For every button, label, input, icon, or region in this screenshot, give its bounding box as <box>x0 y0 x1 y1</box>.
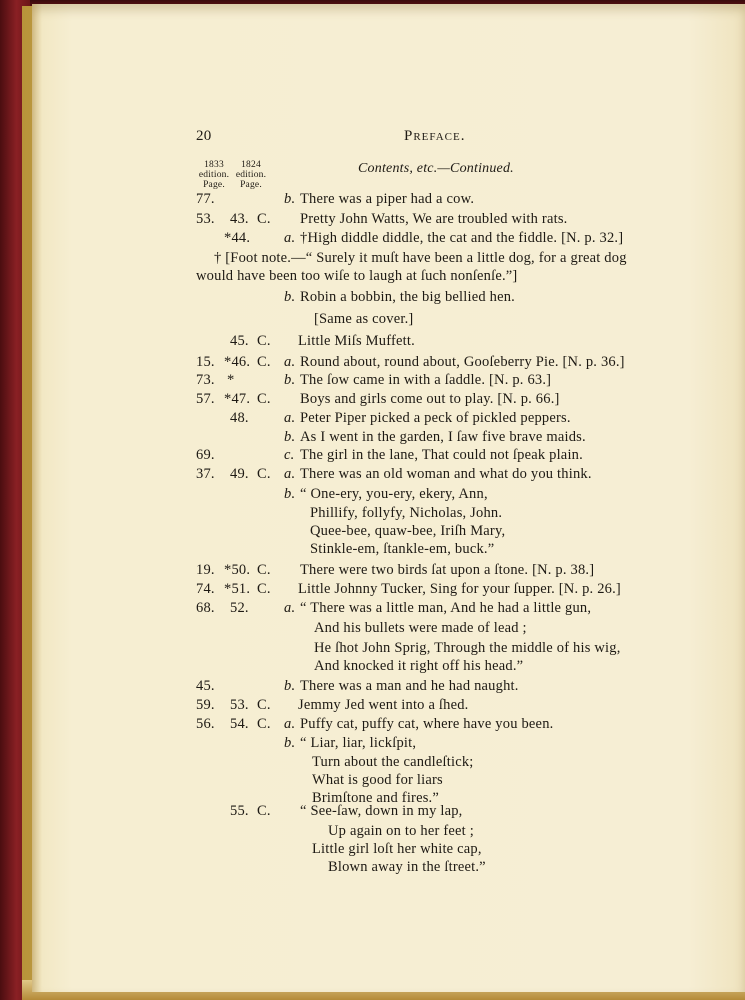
cover-mark: C. <box>257 697 271 713</box>
page-1824: *44. <box>224 230 251 246</box>
cover-mark: C. <box>257 391 271 407</box>
entry-text: †High diddle diddle, the cat and the fiddle. [N. p. 32.] <box>300 230 624 246</box>
entry-text: There was an old woman and what do you think. <box>300 466 592 482</box>
entry-text: Up again on to her feet ; <box>328 823 474 839</box>
page-1824: 48. <box>230 410 249 426</box>
entry-text: “ See-ſaw, down in my lap, <box>300 803 463 819</box>
section-title: Contents, etc.—Continued. <box>358 161 514 176</box>
column-head-1833: 1833 edition. Page. <box>198 160 230 190</box>
page-1824: 43. <box>230 211 249 227</box>
entry-text: Little Miſs Muffett. <box>298 333 415 349</box>
page-1824: *50. <box>224 562 251 578</box>
entry-text: Little Johnny Tucker, Sing for your ſupper. [N. p. 26.] <box>298 581 621 597</box>
variant-letter: b. <box>284 429 296 445</box>
page-1824: 52. <box>230 600 249 616</box>
entry-text: would have been too wiſe to laugh at ſuch nonſenſe.”] <box>196 268 518 284</box>
entry-text: Little girl loſt her white cap, <box>312 841 482 857</box>
entry-text: Quee-bee, quaw-bee, Iriſh Mary, <box>310 523 506 539</box>
cover-mark: C. <box>257 333 271 349</box>
page-1833: 77. <box>196 191 215 207</box>
page-1824: 49. <box>230 466 249 482</box>
entry-text: [Same as cover.] <box>314 311 414 327</box>
cover-mark: C. <box>257 466 271 482</box>
variant-letter: a. <box>284 466 296 482</box>
entry-text: What is good for liars <box>312 772 443 788</box>
entry-text: And knocked it right off his head.” <box>314 658 524 674</box>
entry-text: There was a man and he had naught. <box>300 678 519 694</box>
entry-text: There were two birds ſat upon a ſtone. [N. p. 38.] <box>300 562 595 578</box>
page-1833: 59. <box>196 697 215 713</box>
page-number: 20 <box>196 128 212 144</box>
page-1824: *51. <box>224 581 251 597</box>
cover-mark: C. <box>257 581 271 597</box>
entry-text: Blown away in the ſtreet.” <box>328 859 486 875</box>
variant-letter: b. <box>284 372 296 388</box>
entry-text: Brimſtone and fires.” <box>312 790 440 806</box>
entry-text: And his bullets were made of lead ; <box>314 620 527 636</box>
entry-text: Peter Piper picked a peck of pickled peppers. <box>300 410 571 426</box>
variant-letter: b. <box>284 735 296 751</box>
entry-text: Jemmy Jed went into a ſhed. <box>298 697 469 713</box>
page-1833: 69. <box>196 447 215 463</box>
entry-text: The ſow came in with a ſaddle. [N. p. 63.] <box>300 372 552 388</box>
page-1824: 45. <box>230 333 249 349</box>
page-1824: *47. <box>224 391 251 407</box>
entry-text: Round about, round about, Gooſeberry Pie. [N. p. 36.] <box>300 354 625 370</box>
variant-letter: c. <box>284 447 295 463</box>
page-1833: 53. <box>196 211 215 227</box>
page-1824: 53. <box>230 697 249 713</box>
variant-letter: a. <box>284 410 296 426</box>
entry-text: Pretty John Watts, We are troubled with rats. <box>300 211 568 227</box>
page-1824: *46. <box>224 354 251 370</box>
variant-letter: a. <box>284 716 296 732</box>
entry-text: As I went in the garden, I ſaw five brave maids. <box>300 429 586 445</box>
cover-mark: C. <box>257 803 271 819</box>
page-1833: 15. <box>196 354 215 370</box>
entry-text: † [Foot note.—“ Surely it muſt have been a little dog, for a great dog <box>214 250 627 266</box>
page-1824: 54. <box>230 716 249 732</box>
page-1824: * <box>227 372 235 388</box>
entry-text: Phillify, follyfy, Nicholas, John. <box>310 505 503 521</box>
variant-letter: a. <box>284 354 296 370</box>
cover-mark: C. <box>257 211 271 227</box>
page-1833: 37. <box>196 466 215 482</box>
cover-mark: C. <box>257 562 271 578</box>
entry-text: Boys and girls come out to play. [N. p. 66.] <box>300 391 560 407</box>
page-1833: 68. <box>196 600 215 616</box>
entry-text: Robin a bobbin, the big bellied hen. <box>300 289 516 305</box>
entry-text: “ Liar, liar, lickſpit, <box>300 735 417 751</box>
entry-text: Stinkle-em, ſtankle-em, buck.” <box>310 541 495 557</box>
running-head: Preface. <box>404 128 466 144</box>
page-1824: 55. <box>230 803 249 819</box>
entry-text: Turn about the candleſtick; <box>312 754 474 770</box>
page-1833: 56. <box>196 716 215 732</box>
entry-text: He ſhot John Sprig, Through the middle of his wig, <box>314 640 621 656</box>
entry-text: The girl in the lane, That could not ſpeak plain. <box>300 447 583 463</box>
column-head-1824: 1824 edition. Page. <box>235 160 267 190</box>
page-1833: 74. <box>196 581 215 597</box>
entry-text: “ One-ery, you-ery, ekery, Ann, <box>300 486 488 502</box>
cover-mark: C. <box>257 716 271 732</box>
variant-letter: a. <box>284 600 296 616</box>
page-1833: 73. <box>196 372 215 388</box>
variant-letter: b. <box>284 486 296 502</box>
variant-letter: b. <box>284 289 296 305</box>
entry-text: “ There was a little man, And he had a little gun, <box>300 600 592 616</box>
page-1833: 45. <box>196 678 215 694</box>
page-1833: 57. <box>196 391 215 407</box>
variant-letter: b. <box>284 191 296 207</box>
entry-text: There was a piper had a cow. <box>300 191 475 207</box>
cover-mark: C. <box>257 354 271 370</box>
variant-letter: a. <box>284 230 296 246</box>
entry-text: Puffy cat, puffy cat, where have you been. <box>300 716 554 732</box>
variant-letter: b. <box>284 678 296 694</box>
page-1833: 19. <box>196 562 215 578</box>
